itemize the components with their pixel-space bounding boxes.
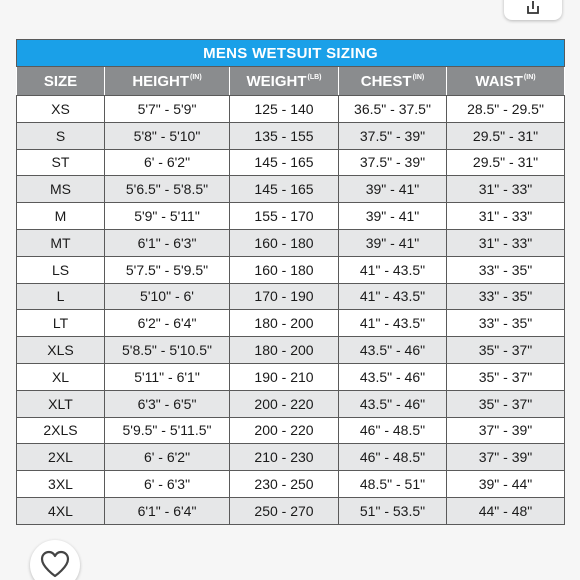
weight-cell: 180 - 200 (230, 337, 339, 364)
column-header-unit: (IN) (523, 73, 536, 81)
weight-cell: 135 - 155 (230, 122, 339, 149)
chest-cell: 51" - 53.5" (339, 497, 447, 524)
height-cell: 5'6.5" - 5'8.5" (105, 176, 230, 203)
weight-cell: 160 - 180 (230, 229, 339, 256)
table-row (17, 310, 565, 337)
size-cell: S (17, 122, 105, 149)
column-header-label: SIZE (43, 72, 78, 90)
chest-cell: 41" - 43.5" (339, 283, 447, 310)
height-cell: 5'9.5" - 5'11.5" (105, 417, 230, 444)
weight-cell: 230 - 250 (230, 471, 339, 498)
size-cell: XL (17, 363, 105, 390)
weight-cell: 210 - 230 (230, 444, 339, 471)
column-header-size (17, 67, 105, 96)
chest-cell: 41" - 43.5" (339, 310, 447, 337)
table-row (17, 283, 565, 310)
column-header-unit: (IN) (190, 73, 202, 81)
weight-cell: 145 - 165 (230, 176, 339, 203)
height-cell: 6'2" - 6'4" (105, 310, 230, 337)
size-cell: 3XL (17, 471, 105, 498)
chart-title: MENS WETSUIT SIZING (17, 40, 565, 67)
chest-cell: 46" - 48.5" (339, 417, 447, 444)
weight-cell: 200 - 220 (230, 390, 339, 417)
weight-cell: 125 - 140 (230, 96, 339, 123)
chest-cell: 41" - 43.5" (339, 256, 447, 283)
size-chart-table (16, 39, 565, 525)
height-cell: 5'7.5" - 5'9.5" (105, 256, 230, 283)
waist-cell: 33" - 35" (447, 256, 565, 283)
chest-cell: 36.5" - 37.5" (339, 96, 447, 123)
chest-cell: 39" - 41" (339, 229, 447, 256)
table-row (17, 417, 565, 444)
waist-cell: 33" - 35" (447, 283, 565, 310)
weight-cell: 200 - 220 (230, 417, 339, 444)
table-row (17, 122, 565, 149)
size-cell: ST (17, 149, 105, 176)
table-row (17, 390, 565, 417)
size-cell: M (17, 203, 105, 230)
size-cell: LS (17, 256, 105, 283)
waist-cell: 35" - 37" (447, 390, 565, 417)
weight-cell: 155 - 170 (230, 203, 339, 230)
waist-cell: 29.5" - 31" (447, 149, 565, 176)
size-cell: XS (17, 96, 105, 123)
chest-cell: 39" - 41" (339, 176, 447, 203)
size-cell: 2XL (17, 444, 105, 471)
column-header-unit: (IN) (412, 73, 425, 81)
height-cell: 6' - 6'2" (105, 149, 230, 176)
waist-cell: 37" - 39" (447, 444, 565, 471)
chest-cell: 39" - 41" (339, 203, 447, 230)
table-row (17, 96, 565, 123)
weight-cell: 145 - 165 (230, 149, 339, 176)
size-cell: XLT (17, 390, 105, 417)
heart-icon (40, 550, 70, 578)
waist-cell: 29.5" - 31" (447, 122, 565, 149)
waist-cell: 31" - 33" (447, 176, 565, 203)
chest-cell: 37.5" - 39" (339, 149, 447, 176)
weight-cell: 180 - 200 (230, 310, 339, 337)
height-cell: 5'8.5" - 5'10.5" (105, 337, 230, 364)
share-button[interactable] (504, 0, 562, 20)
weight-cell: 190 - 210 (230, 363, 339, 390)
weight-cell: 250 - 270 (230, 497, 339, 524)
waist-cell: 33" - 35" (447, 310, 565, 337)
height-cell: 5'11" - 6'1" (105, 363, 230, 390)
waist-cell: 44" - 48" (447, 497, 565, 524)
waist-cell: 35" - 37" (447, 337, 565, 364)
table-row (17, 497, 565, 524)
table-row (17, 149, 565, 176)
column-header-chest (339, 67, 447, 96)
table-row (17, 337, 565, 364)
share-icon (526, 0, 540, 14)
table-row (17, 203, 565, 230)
table-row (17, 229, 565, 256)
chest-cell: 43.5" - 46" (339, 390, 447, 417)
chest-cell: 46" - 48.5" (339, 444, 447, 471)
chest-cell: 43.5" - 46" (339, 337, 447, 364)
waist-cell: 35" - 37" (447, 363, 565, 390)
waist-cell: 37" - 39" (447, 417, 565, 444)
chest-cell: 37.5" - 39" (339, 122, 447, 149)
height-cell: 6'3" - 6'5" (105, 390, 230, 417)
column-header-height (105, 67, 230, 96)
size-cell: L (17, 283, 105, 310)
table-row (17, 176, 565, 203)
weight-cell: 160 - 180 (230, 256, 339, 283)
height-cell: 5'7" - 5'9" (105, 96, 230, 123)
column-header-label: WEIGHT (246, 72, 307, 90)
size-cell: XLS (17, 337, 105, 364)
table-row (17, 444, 565, 471)
height-cell: 6'1" - 6'3" (105, 229, 230, 256)
waist-cell: 31" - 33" (447, 229, 565, 256)
table-row (17, 471, 565, 498)
size-cell: MT (17, 229, 105, 256)
column-header-label: CHEST (360, 72, 412, 90)
height-cell: 6' - 6'3" (105, 471, 230, 498)
table-row (17, 363, 565, 390)
chest-cell: 43.5" - 46" (339, 363, 447, 390)
height-cell: 6' - 6'2" (105, 444, 230, 471)
waist-cell: 28.5" - 29.5" (447, 96, 565, 123)
height-cell: 6'1" - 6'4" (105, 497, 230, 524)
column-header-weight (230, 67, 339, 96)
column-header-unit: (LB) (307, 73, 322, 81)
height-cell: 5'8" - 5'10" (105, 122, 230, 149)
weight-cell: 170 - 190 (230, 283, 339, 310)
chest-cell: 48.5" - 51" (339, 471, 447, 498)
height-cell: 5'9" - 5'11" (105, 203, 230, 230)
column-header-waist (447, 67, 565, 96)
column-header-label: HEIGHT (132, 72, 189, 90)
favorite-button[interactable] (30, 540, 80, 580)
waist-cell: 31" - 33" (447, 203, 565, 230)
size-cell: LT (17, 310, 105, 337)
column-header-label: WAIST (475, 72, 523, 90)
waist-cell: 39" - 44" (447, 471, 565, 498)
size-cell: 2XLS (17, 417, 105, 444)
height-cell: 5'10" - 6' (105, 283, 230, 310)
size-cell: MS (17, 176, 105, 203)
table-row (17, 256, 565, 283)
size-cell: 4XL (17, 497, 105, 524)
